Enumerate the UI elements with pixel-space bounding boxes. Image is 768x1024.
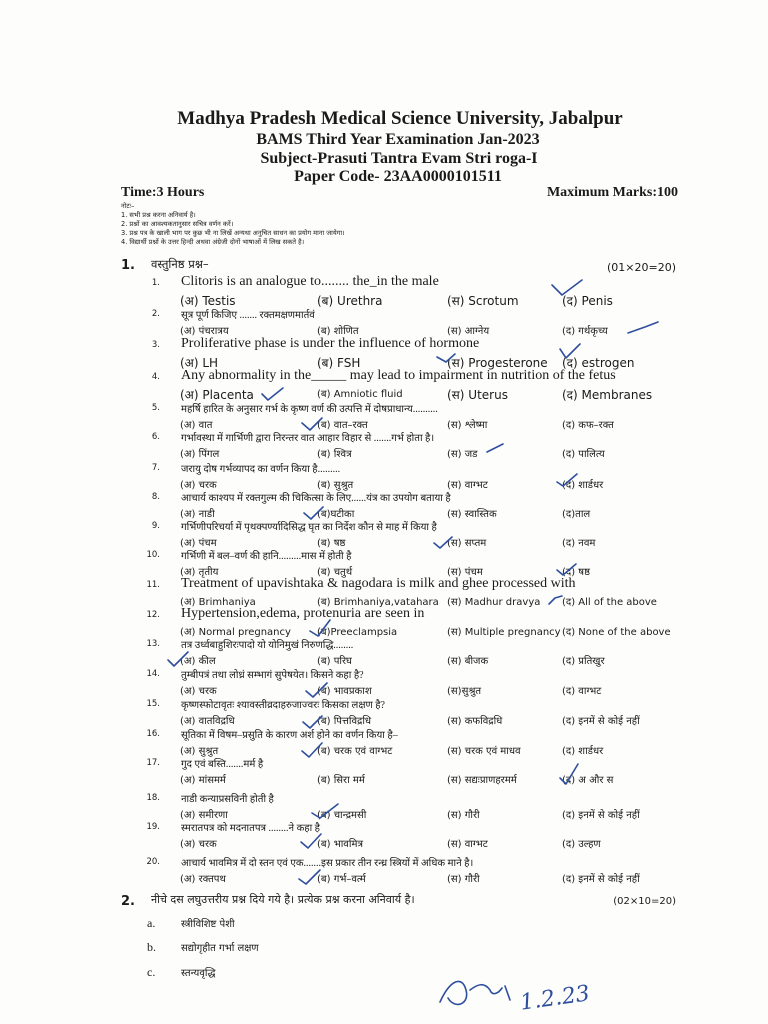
answer-option: (स) वाग्भट [447, 480, 488, 491]
answer-option: (ब) चरक एवं वाग्भट [317, 746, 393, 757]
note-item: 2. प्रश्नों का आवश्यकतानुसार सचित्र वर्णन करें। [121, 220, 234, 228]
answer-option: (अ) वात [180, 420, 213, 431]
question-number: 6. [151, 432, 160, 442]
answer-option: (स) गौरी [447, 810, 480, 821]
answer-option: (ब) गर्भ–वर्त्म [317, 874, 366, 885]
section-1-title: वस्तुनिष्ठ प्रश्न– [151, 257, 209, 271]
answer-option: (स) चरक एवं माधव [447, 746, 521, 757]
answer-option: (ब)घटीका [317, 509, 355, 520]
answer-option: (स) स्वास्तिक [447, 509, 497, 520]
answer-option: (द) षष्ठ [562, 567, 590, 578]
question-text: सूतिका में विषम–प्रसुति के कारण अर्श होने का वर्णन किया है– [181, 730, 398, 741]
question-number: 16. [146, 729, 160, 739]
question-text: जरायु दोष गर्भव्यापद का वर्णन किया है......... [181, 464, 341, 475]
university-title: Madhya Pradesh Medical Science University, Jabalpur [177, 108, 623, 129]
answer-option: (अ) पिंगल [180, 449, 220, 460]
short-question-text: सद्योगृहीत गर्भा लक्षण [181, 943, 259, 954]
answer-option: (द) Membranes [562, 388, 653, 402]
answer-option: (अ) सुश्रुत [180, 746, 219, 757]
answer-option: (ब) सिरा मर्म [317, 775, 365, 786]
short-question-text: स्तन्यवृद्धि [181, 968, 216, 979]
answer-option: (अ) तृतीय [180, 567, 219, 578]
answer-option: (अ) Normal pregnancy [180, 627, 291, 638]
answer-option: (ब) चान्द्रमसी [317, 810, 367, 821]
question-text: Any abnormality in the_____ may lead to impairment in nutrition of the fetus [181, 368, 616, 383]
question-number: 8. [151, 492, 160, 502]
question-number: 4. [151, 372, 160, 382]
answer-option: (द) None of the above [562, 627, 671, 638]
answer-option: (अ) कील [180, 656, 216, 667]
question-text: Treatment of upavishtaka & nagodara is milk and ghee processed with [181, 576, 576, 591]
notes-label: नोटः– [121, 202, 135, 210]
answer-option: (अ) चरक [180, 839, 217, 850]
answer-option: (ब) Amniotic fluid [317, 389, 403, 400]
answer-option: (ब) भावमित्र [317, 839, 363, 850]
question-text: गर्भिणीपरिचर्या में पृथक्पर्ण्यादिसिद्ध घृत का निर्देश कौन से माह में किया है [181, 522, 437, 533]
answer-option: (स)सुश्रुत [447, 686, 482, 697]
section-1-marks: (01×20=20) [606, 261, 676, 274]
answer-option: (स) Uterus [447, 388, 508, 402]
answer-option: (स) कफविद्रधि [447, 716, 503, 727]
answer-option: (स) Scrotum [447, 294, 519, 308]
answer-option: (अ) चरक [180, 480, 217, 491]
question-text: तत्र उर्ध्वबाहुशिरःपादो यो योनिमुखं निरुणद्धि........ [181, 640, 354, 651]
section-2-number: 2. [121, 894, 135, 909]
answer-option: (स) सद्यःप्राणहरमर्म [447, 775, 517, 786]
note-item: 3. प्रश्न पत्र के खाली भाग पर कुछ भी ना लिखें अन्यथा अनुचित साधन का प्रयोग माना जायेगा। [121, 229, 345, 237]
question-text: महर्षि हारित के अनुसार गर्भ के कृष्ण वर्ण की उत्पत्ति में दोषप्राधान्य.......... [181, 404, 438, 415]
short-question-label: a. [147, 916, 156, 930]
question-number: 13. [146, 639, 160, 649]
answer-option: (द)ताल [562, 509, 591, 520]
tick-mark-icon [487, 444, 503, 452]
answer-option: (ब) Urethra [317, 294, 383, 308]
question-number: 17. [146, 758, 160, 768]
question-number: 9. [151, 521, 160, 531]
question-number: 11. [146, 580, 160, 590]
answer-option: (स) गौरी [447, 874, 480, 885]
answer-option: (स) आग्नेय [447, 326, 490, 337]
answer-option: (अ) रक्तपथ [180, 874, 226, 885]
question-text: गर्भावस्था में गार्भिणी द्वारा निरन्तर वात आहार विहार से .......गर्भ होता है। [181, 433, 435, 444]
answer-option: (ब) भावप्रकाश [317, 686, 372, 697]
answer-option: (स) श्लेष्मा [447, 420, 488, 431]
instructions-notes [121, 202, 345, 247]
answer-option: (द) इनमें से कोई नहीं [562, 810, 640, 821]
answer-option: (ब) FSH [317, 356, 361, 370]
question-text: Hypertension,edema, protenuria are seen in [181, 606, 425, 621]
question-number: 14. [146, 669, 160, 679]
note-item: 4. विद्यार्थी प्रश्नों के उत्तर हिन्दी अथवा अंग्रेजी दोनों भाषाओं में लिख सकते है। [121, 238, 305, 246]
question-text: गुद एवं बस्ति.......मर्म है [181, 759, 264, 770]
section-2-title: नीचे दस लघुउत्तरीय प्रश्न दिये गये है। प्रत्येक प्रश्न करना अनिवार्य है। [151, 893, 415, 906]
answer-option: (ब) षष्ठ [317, 538, 346, 549]
answer-option: (अ) चरक [180, 686, 217, 697]
paper-code: Paper Code- 23AA0000101511 [294, 168, 502, 185]
answer-option: (द) गर्थकृच्य [562, 326, 608, 337]
answer-option: (द) कफ–रक्त [562, 420, 614, 431]
question-number: 1. [151, 278, 160, 288]
answer-option: (स) वाग्भट [447, 839, 488, 850]
answer-option: (द) नवम [562, 538, 596, 549]
question-number: 19. [146, 822, 160, 832]
question-number: 15. [146, 699, 160, 709]
signature-date: 1.2.23 [518, 981, 592, 1016]
tick-mark-icon [262, 388, 283, 400]
question-number: 3. [151, 340, 160, 350]
exam-title: BAMS Third Year Examination Jan-2023 [256, 131, 540, 148]
question-text: Clitoris is an analogue to........ the_in the male [181, 274, 439, 289]
answer-option: (ब) Brimhaniya,vatahara [317, 597, 439, 608]
answer-option: (ब) चतुर्थ [317, 567, 353, 578]
answer-option: (स) जड [447, 449, 478, 460]
answer-option: (द) इनमें से कोई नहीं [562, 716, 640, 727]
answer-option: (स) Madhur dravya [447, 597, 541, 608]
answer-option: (द) शार्डधर [562, 480, 604, 491]
answer-option: (ब) वात–रक्त [317, 420, 368, 431]
signature-icon [440, 981, 510, 1004]
section-1-number: 1. [121, 258, 135, 273]
answer-option: (ब) पित्तविद्रधि [317, 716, 372, 727]
answer-option: (द) उल्हण [562, 839, 601, 850]
answer-option: (स) Multiple pregnancy [447, 627, 561, 638]
tick-mark-icon [549, 596, 562, 604]
answer-option: (स) Progesterone [447, 356, 548, 370]
answer-option: (द) प्रतिखुर [562, 656, 605, 667]
question-number: 20. [146, 857, 160, 867]
answer-option: (ब) परिघ [317, 656, 352, 667]
question-text: तुम्बीपत्रं तथा लोध्रं सम्भागं सुपेषयेत। किसने कहा है? [181, 670, 364, 681]
answer-option: (अ) समीरणा [180, 810, 228, 821]
question-text: गर्भिणी में बल–वर्ण की हानि.........मास में होती है [181, 551, 352, 562]
subject-title: Subject-Prasuti Tantra Evam Stri roga-I [260, 150, 538, 167]
question-number: 12. [146, 610, 160, 620]
short-question-label: c. [147, 965, 156, 979]
question-text: सूत्र पूर्ण किजिए ....... रक्तमक्षणमार्तवं [181, 310, 315, 321]
answer-option: (अ) Placenta [180, 388, 254, 402]
question-text: स्मरातपत्र को मदनातपत्र ........ने कहा है [181, 823, 320, 834]
question-text: आचार्य काश्यप में रक्तगुल्म की चिकित्सा के लिए......यंत्र का उपयोग बताया है [181, 493, 451, 504]
answer-option: (अ) मांसमर्म [180, 775, 226, 786]
answer-option: (द) अ और स [562, 775, 614, 786]
answer-option: (अ) Testis [180, 294, 236, 308]
question-text: कृष्णस्फोटावृतः श्यावस्तीव्रदाहरुजाज्वरः किसका लक्षण है? [181, 700, 385, 711]
question-number: 2. [151, 309, 160, 319]
question-number: 7. [151, 463, 160, 473]
answer-option: (ब)Preeclampsia [317, 627, 398, 638]
answer-option: (अ) वातविद्रधि [180, 716, 235, 727]
answer-option: (द) Penis [562, 294, 613, 308]
answer-option: (स) पंचम [447, 567, 483, 578]
answer-option: (अ) पंचम [180, 538, 217, 549]
question-number: 5. [151, 403, 160, 413]
question-text: आचार्य भावमित्र में दो स्तन एवं एक.......इस प्रकार तीन रन्ध्र स्त्रियों में अधिक माने है। [181, 858, 474, 869]
tick-mark-icon [628, 322, 658, 333]
max-marks-label: Maximum Marks:100 [546, 185, 678, 200]
answer-option: (द) शार्डधर [562, 746, 604, 757]
question-number: 10. [146, 550, 160, 560]
answer-option: (अ) Brimhaniya [180, 597, 256, 608]
answer-option: (द) इनमें से कोई नहीं [562, 874, 640, 885]
answer-option: (द) पालित्य [562, 449, 605, 460]
question-number: 18. [146, 793, 160, 803]
question-text: नाडी कन्याप्रसविनी होती है [181, 794, 274, 805]
answer-option: (स) बीजक [447, 656, 489, 667]
answer-option: (ब) शोणित [317, 326, 359, 337]
time-label: Time:3 Hours [121, 185, 205, 200]
answer-option: (अ) नाडी [180, 509, 215, 520]
short-question-label: b. [147, 940, 156, 954]
answer-option: (स) सप्तम [447, 538, 487, 549]
answer-option: (ब) श्वित्र [317, 449, 352, 460]
answer-option: (द) estrogen [562, 356, 635, 370]
answer-option: (द) वाग्भट [562, 686, 602, 697]
section-2-marks: (02×10=20) [613, 896, 676, 907]
answer-option: (अ) LH [180, 356, 219, 370]
answer-option: (ब) सुश्रुत [317, 480, 354, 491]
answer-option: (अ) पंचरात्रय [180, 326, 229, 337]
question-text: Proliferative phase is under the influence of hormone [181, 336, 480, 351]
short-question-text: स्त्रीविशिष्ट पेशी [181, 919, 235, 930]
note-item: 1. सभी प्रश्न करना अनिवार्य है। [121, 211, 196, 219]
answer-option: (द) All of the above [562, 597, 657, 608]
